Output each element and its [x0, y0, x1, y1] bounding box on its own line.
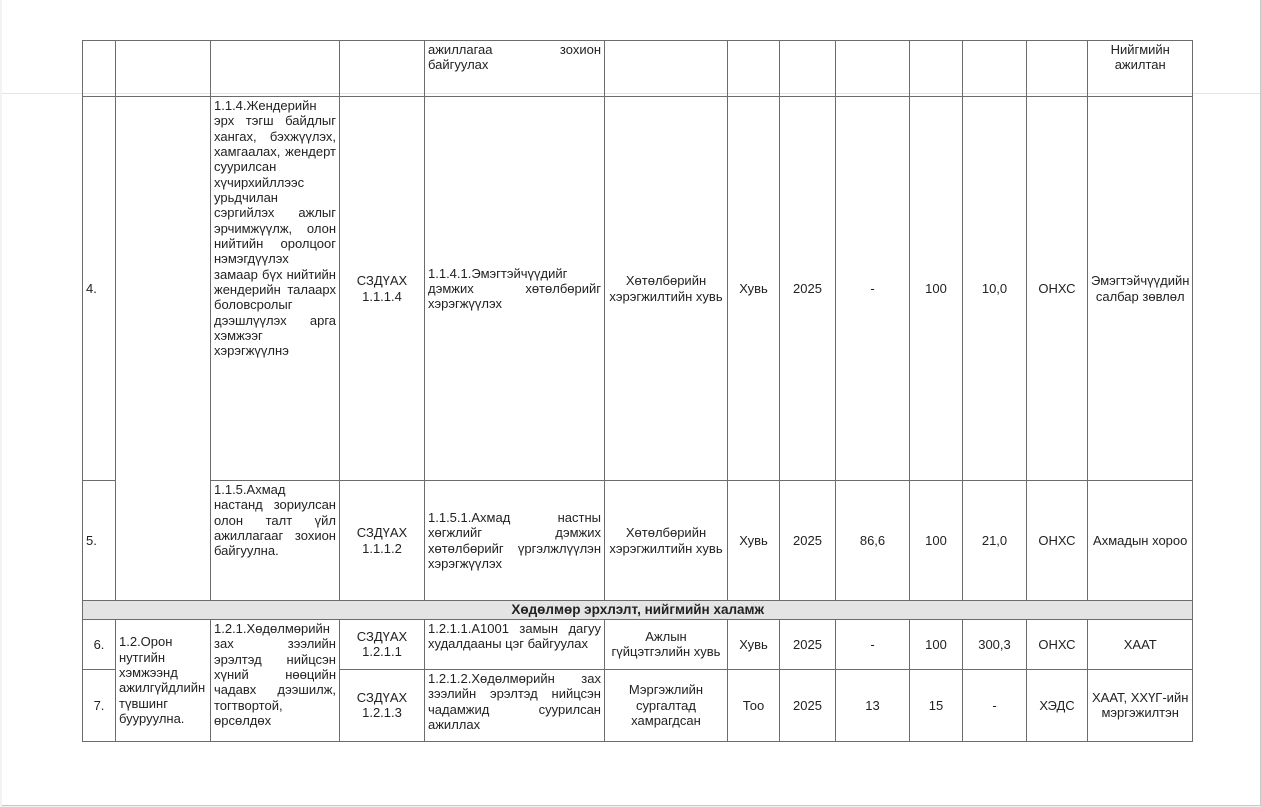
cell-source: ОНХС [1027, 97, 1088, 481]
cell-year: 2025 [780, 481, 836, 601]
section-title: Хөдөлмөр эрхлэлт, нийгмийн халамж [83, 601, 1193, 620]
cell-responsible: ХААТ, ХХҮГ-ийн мэргэжилтэн [1088, 669, 1193, 741]
cell-code: СЗДҮАХ 1.2.1.3 [340, 669, 425, 741]
cell-num: 5. [83, 481, 116, 601]
cell-num: 7. [83, 669, 116, 741]
table-row [83, 619, 1193, 669]
cell-baseline: - [836, 619, 910, 669]
cell-baseline [836, 41, 910, 97]
cell-year [780, 41, 836, 97]
cell-budget: 300,3 [963, 619, 1027, 669]
cell-activity: 1.1.5.1.Ахмад настны хөгжлийг дэмжих хөтөлбөрийг үргэлжлүүлэн хэрэгжүүлэх [425, 481, 605, 601]
cell-responsible: Эмэгтэйчүүдийн салбар зөвлөл [1088, 97, 1193, 481]
cell-unit: Тоо [728, 669, 780, 741]
cell-objective: 1.1.4.Жендерийн эрх тэгш байдлыг хангах, бэхжүүлэх, хамгаалах, жендерт суурилсан хүчирхийллээс урьдчилан сэргийлэх ажлыг эрчимжүүлж, олон нийтийн оролцоог нэмэгдүүлэх замаар бүх нийтийн жендерийн талаарх боловсролыг дээшлүүлэх арга хэмжээг хэрэгжүүлнэ [211, 97, 340, 481]
cell-objective: 1.2.1.Хөдөлмөрийн зах зээлийн эрэлтэд нийцсэн хүний нөөцийн чадавх дээшилж, тогтвортой, өрсөлдөх [211, 619, 340, 741]
cell-baseline: 13 [836, 669, 910, 741]
cell-year: 2025 [780, 619, 836, 669]
cell-source [1027, 41, 1088, 97]
cell-goal: 1.2.Орон нутгийн хэмжээнд ажилгүйдлийн түвшинг бууруулна. [116, 619, 211, 741]
cell-code: СЗДҮАХ 1.1.1.2 [340, 481, 425, 601]
cell-indicator: Мэргэжлийн сургалтад хамрагдсан [605, 669, 728, 741]
cell-goal [116, 97, 211, 601]
cell-indicator: Хөтөлбөрийн хэрэгжилтийн хувь [605, 481, 728, 601]
cell-source: ОНХС [1027, 619, 1088, 669]
cell-indicator: Ажлын гүйцэтгэлийн хувь [605, 619, 728, 669]
cell-source: ХЭДС [1027, 669, 1088, 741]
cell-target: 100 [910, 481, 963, 601]
cell-source: ОНХС [1027, 481, 1088, 601]
cell-activity: 1.1.4.1.Эмэгтэйчүүдийг дэмжих хөтөлбөрийг хэрэгжүүлэх [425, 97, 605, 481]
cell-unit: Хувь [728, 619, 780, 669]
cell-responsible: ХААТ [1088, 619, 1193, 669]
cell-objective: 1.1.5.Ахмад настанд зориулсан олон талт үйл ажиллагааг зохион байгуулна. [211, 481, 340, 601]
table-row [83, 41, 1193, 97]
cell-budget: 10,0 [963, 97, 1027, 481]
cell-num [83, 41, 116, 97]
cell-baseline: - [836, 97, 910, 481]
cell-indicator [605, 41, 728, 97]
cell-unit [728, 41, 780, 97]
cell-activity: ажиллагаа зохион байгуулах [425, 41, 605, 97]
cell-activity: 1.2.1.1.А1001 замын дагуу худалдааны цэг байгуулах [425, 619, 605, 669]
section-row [83, 601, 1193, 620]
cell-unit: Хувь [728, 97, 780, 481]
cell-year: 2025 [780, 97, 836, 481]
cell-target: 100 [910, 97, 963, 481]
cell-goal [116, 41, 211, 97]
cell-num: 6. [83, 619, 116, 669]
cell-responsible: Ахмадын хороо [1088, 481, 1193, 601]
table-row [83, 97, 1193, 481]
cell-target [910, 41, 963, 97]
cell-activity: 1.2.1.2.Хөдөлмөрийн зах зээлийн эрэлтэд нийцсэн чадамжид суурилсан ажиллах [425, 669, 605, 741]
cell-code: СЗДҮАХ 1.2.1.1 [340, 619, 425, 669]
action-plan-table [82, 40, 1193, 742]
cell-year: 2025 [780, 669, 836, 741]
cell-code [340, 41, 425, 97]
cell-budget: 21,0 [963, 481, 1027, 601]
cell-target: 100 [910, 619, 963, 669]
cell-budget [963, 41, 1027, 97]
table-row [83, 481, 1193, 601]
cell-budget: - [963, 669, 1027, 741]
cell-unit: Хувь [728, 481, 780, 601]
cell-baseline: 86,6 [836, 481, 910, 601]
cell-target: 15 [910, 669, 963, 741]
cell-indicator: Хөтөлбөрийн хэрэгжилтийн хувь [605, 97, 728, 481]
cell-responsible: Нийгмийн ажилтан [1088, 41, 1193, 97]
cell-code: СЗДҮАХ 1.1.1.4 [340, 97, 425, 481]
cell-objective [211, 41, 340, 97]
cell-num: 4. [83, 97, 116, 481]
